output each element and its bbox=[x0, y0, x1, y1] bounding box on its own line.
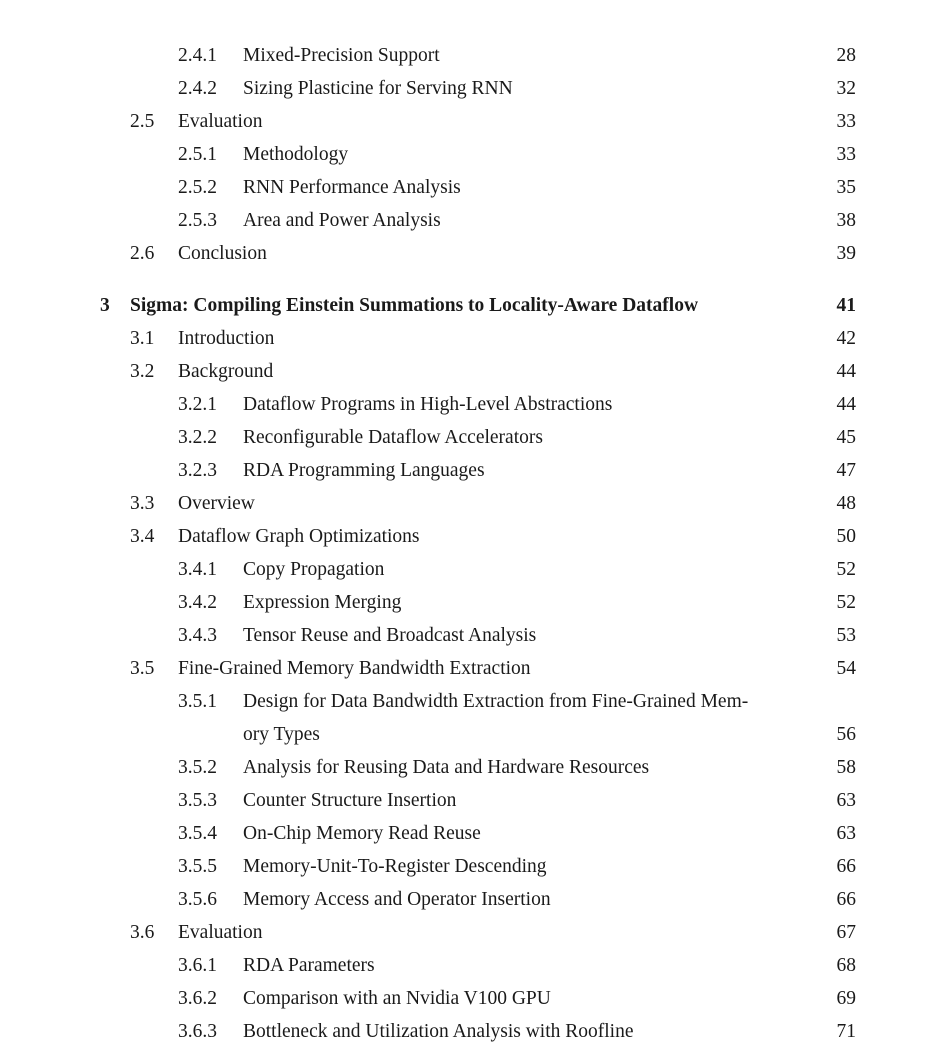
toc-entry-number: 3.1 bbox=[130, 328, 155, 349]
toc-entry-title[interactable]: Sizing Plasticine for Serving RNN bbox=[243, 72, 519, 105]
toc-entry-number: 3.4 bbox=[130, 526, 155, 547]
toc-entry-title[interactable]: Methodology bbox=[243, 138, 354, 171]
toc-entry[interactable] bbox=[0, 883, 934, 916]
toc-entry-title[interactable]: Evaluation bbox=[178, 916, 268, 949]
dot-leader bbox=[519, 72, 806, 105]
toc-entry-number: 3.4.1 bbox=[178, 559, 217, 580]
toc-entry-page[interactable]: 54 bbox=[836, 658, 856, 679]
toc-entry[interactable] bbox=[0, 487, 934, 520]
toc-entry[interactable] bbox=[0, 388, 934, 421]
table-of-contents bbox=[0, 39, 934, 1048]
dot-leader bbox=[268, 105, 806, 138]
toc-entry-title[interactable]: Expression Merging bbox=[243, 586, 407, 619]
toc-entry-number: 2.4.2 bbox=[178, 78, 217, 99]
dot-leader bbox=[447, 204, 806, 237]
toc-entry-title[interactable]: Analysis for Reusing Data and Hardware Resources bbox=[243, 751, 655, 784]
toc-entry-page[interactable]: 32 bbox=[836, 78, 856, 99]
toc-entry-title[interactable]: RNN Performance Analysis bbox=[243, 171, 467, 204]
dot-leader bbox=[467, 171, 806, 204]
toc-entry[interactable] bbox=[0, 916, 934, 949]
toc-entry-title[interactable]: Dataflow Graph Optimizations bbox=[178, 520, 426, 553]
toc-entry-page[interactable]: 33 bbox=[836, 111, 856, 132]
dot-leader bbox=[446, 39, 806, 72]
dot-leader bbox=[655, 751, 806, 784]
toc-entry-number: 3.2 bbox=[130, 361, 155, 382]
toc-entry-title[interactable]: RDA Parameters bbox=[243, 949, 381, 982]
toc-entry-title-continuation[interactable]: ory Types bbox=[243, 718, 326, 751]
toc-entry-title[interactable]: Memory-Unit-To-Register Descending bbox=[243, 850, 553, 883]
toc-entry-number: 3.5.2 bbox=[178, 757, 217, 778]
toc-entry-page[interactable]: 56 bbox=[836, 724, 856, 745]
toc-entry[interactable] bbox=[0, 817, 934, 850]
dot-leader bbox=[557, 883, 806, 916]
toc-entry-page[interactable]: 69 bbox=[836, 988, 856, 1009]
dot-leader bbox=[640, 1015, 806, 1048]
toc-entry-number: 3.5.1 bbox=[178, 691, 217, 712]
toc-entry-number: 3.5.4 bbox=[178, 823, 217, 844]
dot-leader bbox=[280, 322, 806, 355]
toc-entry-title[interactable]: Mixed-Precision Support bbox=[243, 39, 446, 72]
toc-entry[interactable] bbox=[0, 105, 934, 138]
toc-entry-page[interactable]: 45 bbox=[836, 427, 856, 448]
toc-entry[interactable] bbox=[0, 1015, 934, 1048]
toc-entry-page[interactable]: 71 bbox=[836, 1021, 856, 1042]
toc-entry[interactable] bbox=[0, 586, 934, 619]
toc-entry-title[interactable]: Comparison with an Nvidia V100 GPU bbox=[243, 982, 557, 1015]
toc-entry-page[interactable]: 58 bbox=[836, 757, 856, 778]
toc-entry-page[interactable]: 50 bbox=[836, 526, 856, 547]
dot-leader bbox=[537, 652, 806, 685]
toc-entry[interactable] bbox=[0, 421, 934, 454]
toc-entry-number: 3.5.6 bbox=[178, 889, 217, 910]
toc-entry-page[interactable]: 68 bbox=[836, 955, 856, 976]
toc-entry-title[interactable]: RDA Programming Languages bbox=[243, 454, 491, 487]
toc-entry-page[interactable]: 44 bbox=[836, 394, 856, 415]
toc-entry-number: 2.5.3 bbox=[178, 210, 217, 231]
toc-entry-page[interactable]: 47 bbox=[836, 460, 856, 481]
toc-entry-number: 3.5.3 bbox=[178, 790, 217, 811]
toc-entry-number: 3 bbox=[100, 295, 110, 316]
toc-entry[interactable] bbox=[0, 39, 934, 72]
toc-entry-number: 3.6.2 bbox=[178, 988, 217, 1009]
toc-entry-title[interactable]: On-Chip Memory Read Reuse bbox=[243, 817, 487, 850]
toc-entry[interactable] bbox=[0, 784, 934, 817]
dot-leader bbox=[273, 237, 806, 270]
toc-entry-title[interactable]: Copy Propagation bbox=[243, 553, 390, 586]
toc-entry-continuation[interactable] bbox=[0, 718, 934, 751]
toc-entry[interactable] bbox=[0, 520, 934, 553]
toc-entry-number: 3.5 bbox=[130, 658, 155, 679]
toc-entry[interactable] bbox=[0, 850, 934, 883]
toc-entry-number: 3.2.2 bbox=[178, 427, 217, 448]
toc-entry-number: 3.3 bbox=[130, 493, 155, 514]
toc-entry[interactable] bbox=[0, 237, 934, 270]
toc-entry[interactable] bbox=[0, 355, 934, 388]
toc-entry-page[interactable]: 33 bbox=[836, 144, 856, 165]
dot-leader bbox=[407, 586, 806, 619]
dot-leader bbox=[279, 355, 806, 388]
toc-entry[interactable] bbox=[0, 171, 934, 204]
toc-entry-number: 3.4.3 bbox=[178, 625, 217, 646]
toc-entry-number: 3.5.5 bbox=[178, 856, 217, 877]
toc-entry-number: 3.4.2 bbox=[178, 592, 217, 613]
toc-entry[interactable] bbox=[0, 553, 934, 586]
dot-leader bbox=[491, 454, 806, 487]
dot-leader bbox=[261, 487, 806, 520]
toc-entry[interactable] bbox=[0, 204, 934, 237]
toc-entry-number: 3.6.3 bbox=[178, 1021, 217, 1042]
toc-entry-page[interactable]: 67 bbox=[836, 922, 856, 943]
toc-entry-page[interactable]: 66 bbox=[836, 889, 856, 910]
toc-entry-title[interactable]: Overview bbox=[178, 487, 261, 520]
toc-entry-page[interactable]: 39 bbox=[836, 243, 856, 264]
toc-entry-page[interactable]: 66 bbox=[836, 856, 856, 877]
toc-entry-page[interactable]: 48 bbox=[836, 493, 856, 514]
dot-leader bbox=[268, 916, 806, 949]
dot-leader bbox=[381, 949, 806, 982]
toc-entry-page[interactable]: 52 bbox=[836, 559, 856, 580]
toc-entry-page[interactable]: 35 bbox=[836, 177, 856, 198]
toc-entry[interactable] bbox=[0, 982, 934, 1015]
toc-entry-number: 2.5.2 bbox=[178, 177, 217, 198]
toc-entry-page[interactable]: 44 bbox=[836, 361, 856, 382]
dot-leader bbox=[618, 388, 806, 421]
toc-entry[interactable] bbox=[0, 751, 934, 784]
toc-entry-title[interactable]: Introduction bbox=[178, 322, 280, 355]
toc-entry[interactable] bbox=[0, 949, 934, 982]
toc-entry-title[interactable]: Fine-Grained Memory Bandwidth Extraction bbox=[178, 652, 537, 685]
toc-entry-title[interactable]: Tensor Reuse and Broadcast Analysis bbox=[243, 619, 542, 652]
toc-entry-title[interactable]: Evaluation bbox=[178, 105, 268, 138]
toc-entry-number: 2.4.1 bbox=[178, 45, 217, 66]
toc-entry-number: 3.2.3 bbox=[178, 460, 217, 481]
toc-entry-number: 3.6 bbox=[130, 922, 155, 943]
toc-entry-title[interactable]: Bottleneck and Utilization Analysis with Roofline bbox=[243, 1015, 640, 1048]
dot-leader bbox=[542, 619, 806, 652]
toc-entry[interactable] bbox=[0, 322, 934, 355]
toc-entry-title[interactable]: Reconfigurable Dataflow Accelerators bbox=[243, 421, 549, 454]
toc-entry-title[interactable]: Dataflow Programs in High-Level Abstractions bbox=[243, 388, 618, 421]
dot-leader bbox=[487, 817, 806, 850]
dot-leader bbox=[557, 982, 806, 1015]
toc-entry-title[interactable]: Conclusion bbox=[178, 237, 273, 270]
toc-entry[interactable] bbox=[0, 619, 934, 652]
toc-entry-number: 3.6.1 bbox=[178, 955, 217, 976]
toc-entry-title[interactable]: Sigma: Compiling Einstein Summations to Locality-Aware Dataflow bbox=[130, 289, 704, 322]
dot-leader bbox=[354, 138, 806, 171]
toc-entry[interactable] bbox=[0, 72, 934, 105]
toc-entry-page[interactable]: 63 bbox=[836, 790, 856, 811]
toc-entry-title[interactable]: Counter Structure Insertion bbox=[243, 784, 462, 817]
toc-entry-page[interactable]: 53 bbox=[836, 625, 856, 646]
toc-entry-number: 2.6 bbox=[130, 243, 155, 264]
toc-entry-title[interactable]: Memory Access and Operator Insertion bbox=[243, 883, 557, 916]
toc-entry[interactable] bbox=[0, 289, 934, 322]
toc-entry[interactable] bbox=[0, 454, 934, 487]
toc-entry-title[interactable]: Background bbox=[178, 355, 279, 388]
dot-leader bbox=[326, 718, 806, 751]
dot-leader bbox=[553, 850, 806, 883]
dot-leader bbox=[390, 553, 806, 586]
dot-leader bbox=[426, 520, 806, 553]
toc-entry-title[interactable]: Design for Data Bandwidth Extraction from Fine-Grained Mem- bbox=[243, 685, 754, 718]
toc-entry-number: 2.5 bbox=[130, 111, 155, 132]
dot-leader bbox=[462, 784, 806, 817]
toc-entry-title[interactable]: Area and Power Analysis bbox=[243, 204, 447, 237]
toc-entry[interactable] bbox=[0, 138, 934, 171]
toc-entry-number: 3.2.1 bbox=[178, 394, 217, 415]
toc-entry-page[interactable]: 41 bbox=[836, 295, 856, 316]
toc-entry[interactable] bbox=[0, 652, 934, 685]
toc-entry[interactable] bbox=[0, 685, 934, 718]
dot-leader bbox=[549, 421, 806, 454]
toc-entry-page[interactable]: 63 bbox=[836, 823, 856, 844]
toc-entry-number: 2.5.1 bbox=[178, 144, 217, 165]
toc-entry-page[interactable]: 52 bbox=[836, 592, 856, 613]
toc-entry-page[interactable]: 38 bbox=[836, 210, 856, 231]
toc-entry-page[interactable]: 42 bbox=[836, 328, 856, 349]
toc-entry-page[interactable]: 28 bbox=[836, 45, 856, 66]
